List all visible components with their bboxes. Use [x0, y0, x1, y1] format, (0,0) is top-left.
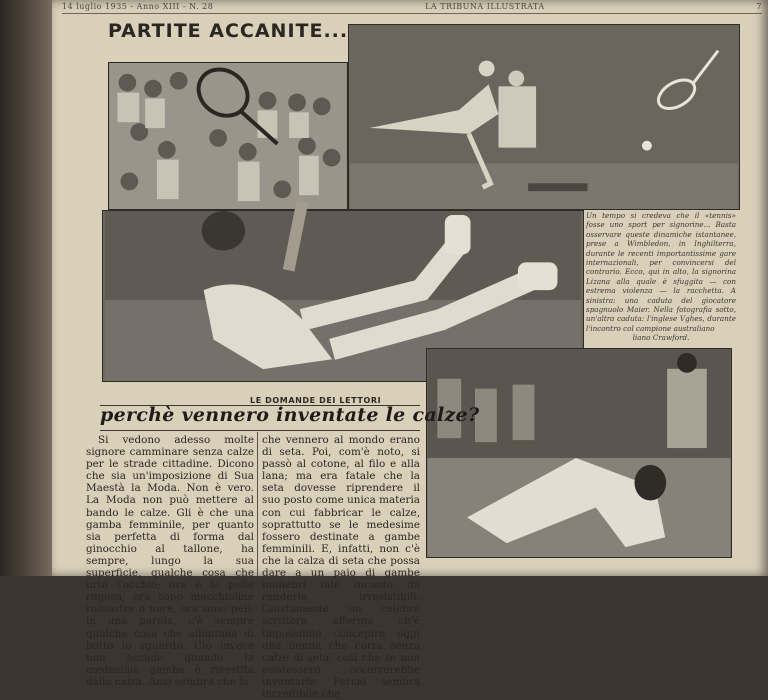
issue-date: 14 luglio 1935 - Anno XIII - N. 28	[62, 2, 214, 11]
title-rule-bottom	[100, 430, 420, 431]
section-label: LE DOMANDE DEI LETTORI	[250, 396, 382, 405]
article-column-1	[86, 434, 254, 688]
crowd-photo-graphic	[109, 63, 347, 209]
page-header	[62, 2, 762, 14]
article-column-2	[262, 434, 420, 700]
magazine-name: LA TRIBUNA ILLUSTRATA	[425, 2, 545, 11]
photo-top-right	[348, 24, 740, 210]
photo-bottom-right	[426, 348, 732, 558]
caption-last-line: liano Crawford.	[632, 333, 690, 343]
page-headline: PARTITE ACCANITE...	[108, 20, 349, 42]
article-column-2-text: che vennero al mondo erano di seta. Poi, com'è noto, si passò al cotone, al filo e alla lana; ma era fatale che la seta dovesse riprendere il suo posto come unica materia con cui fabbricar le calze, soprattutto se le medesime fossero destinate a gambe femminili. E, infatti, non c'è che la calza di seta che possa dare a un paio di gambe muliebri tale incanto da renderle irresistibili. Giustamente un celebre scrittore afferma ch'è impossibile concepire oggi una donna che corra senza calze di seta, così che se non esistessero occorrerebbe inventarle. Perciò sembra incredibile che	[262, 434, 420, 700]
column-divider	[257, 432, 258, 576]
photo-caption	[586, 211, 736, 343]
lunging-player-graphic	[349, 25, 739, 209]
caption-text: Un tempo si credeva che il «tennis» fosse uno sport per signorine... Basta osservare queste dinamiche istantanee, prese a Wimbledon, in Inghilterra, durante le recenti importantissime gare internazionali, per convincersi del contrario. Ecco, qui in alto, la signorina Lizana alla quale è sfuggita — con estrema violenza — la racchetta. A sinistra: una caduta del giocatore spagnuolo Maier. Nella fotografia sotto, un'altra caduta: l'inglese Vghes, durante l'incontro col campione australiano	[586, 211, 736, 333]
page-number: 7	[756, 2, 762, 11]
article-title: perchè vennero inventate le calze?	[100, 404, 480, 426]
photo-top-left	[108, 62, 348, 210]
article-column-1-text: Si vedono adesso molte signore camminare senza calze per le strade cittadine. Dicono che sia un'imposizione di Sua Maestà la Moda. Non è vero. La Moda non può mettere al bando le calze. Gli è che una gamba femminile, per quanto sia perfetta di forma dal ginocchio al tallone, ha sempre, lungo la sua superficie, qualche cosa che urta l'occhio; ora è la pelle rugosa, ora sono macchioline rossastre o nere, ora sono peli; in una parola, c'è sempre qualche cosa che allontana di botto lo sguardo. Ciò invece non accade quando la medesima gamba è rivestita dalla calza. Anzi sembra che la	[86, 434, 254, 688]
kneeling-player-graphic	[427, 349, 731, 557]
